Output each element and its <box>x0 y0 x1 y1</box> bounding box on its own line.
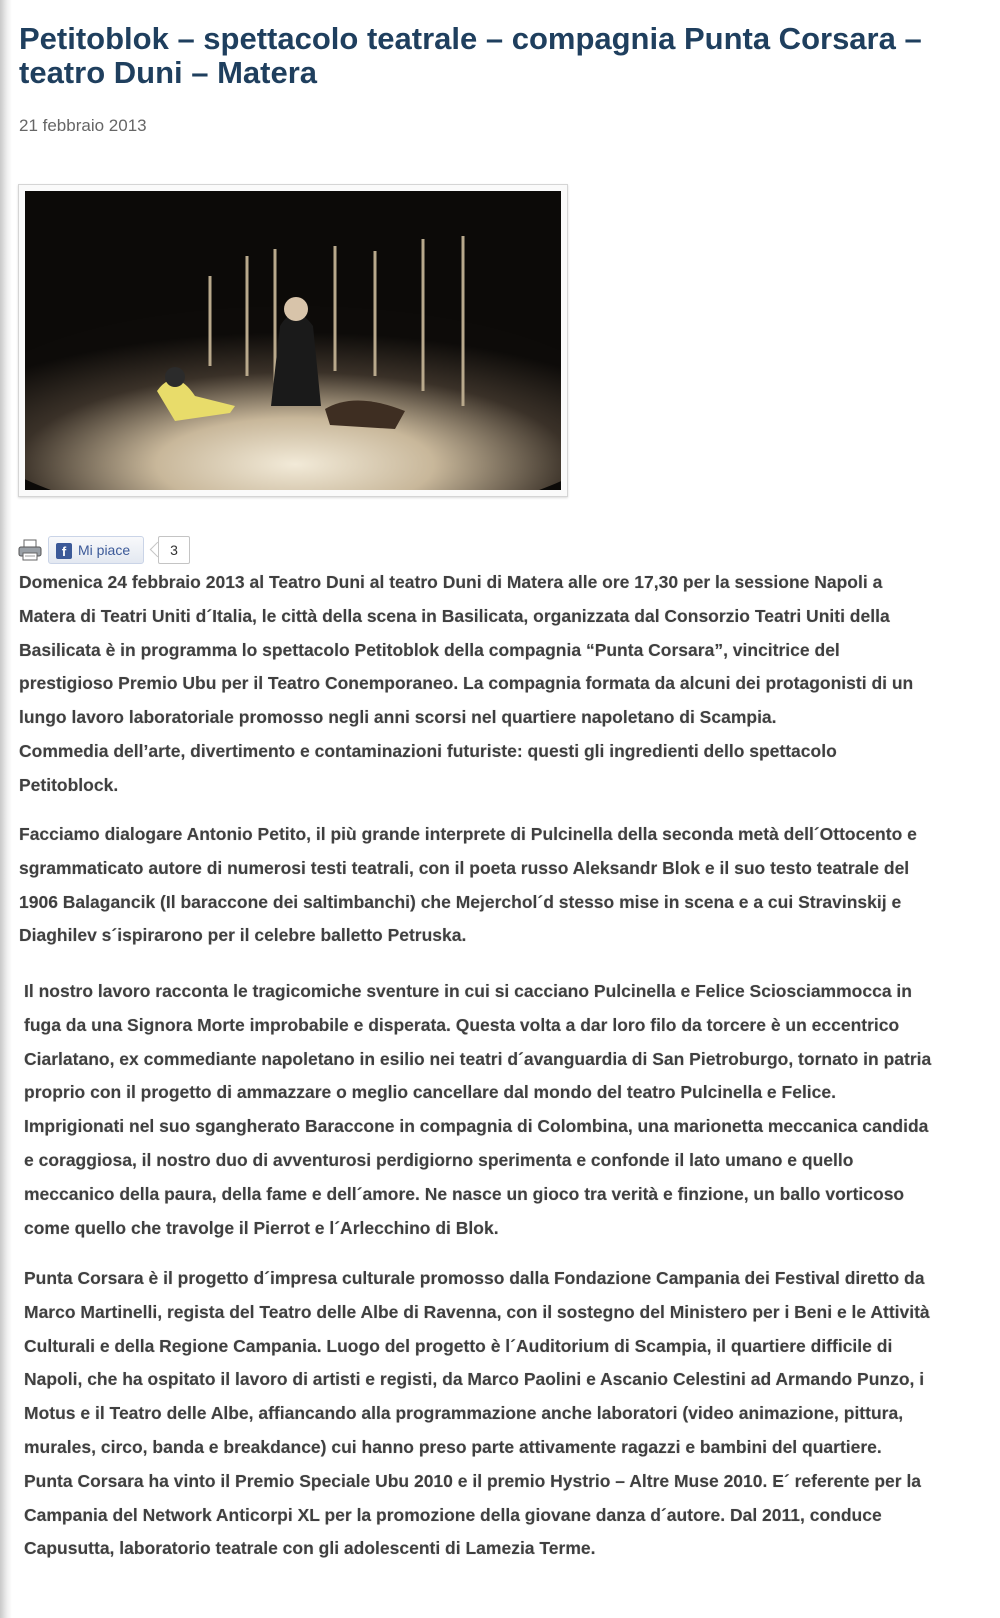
text-line: Diaghilev s´ispirarono per il celebre balletto Petruska. <box>19 925 467 946</box>
article-date: 21 febbraio 2013 <box>19 116 147 135</box>
text-line: lungo lavoro laboratoriale promosso negli anni scorsi nel quartiere napoletano di Scampia. <box>19 707 777 728</box>
text-line: Imprigionati nel suo sgangherato Baraccone in compagnia di Colombina, una marionetta meccanica candida <box>24 1116 929 1137</box>
text-line: Domenica 24 febbraio 2013 al Teatro Duni al teatro Duni di Matera alle ore 17,30 per la sessione Napoli a <box>19 572 883 592</box>
article-photo[interactable] <box>18 184 568 497</box>
text-line: Culturali e della Regione Campania. Luogo del progetto è l´Auditorium di Scampia, il quartiere difficile di <box>24 1335 893 1356</box>
text-line: Napoli, che ha ospitato il lavoro di artisti e registi, da Marco Paolini e Ascanio Celestini ad Armando Punzo, i <box>24 1369 925 1390</box>
text-line: Petitoblock. <box>19 774 119 795</box>
page-left-shadow <box>0 0 12 1618</box>
text-line: Facciamo dialogare Antonio Petito, il più grande interprete di Pulcinella della seconda metà dell´Ottocento e <box>19 824 917 844</box>
text-line: prestigioso Premio Ubu per il Teatro Conemporaneo. La compagnia formata da alcuni dei protagonisti di un <box>19 673 914 694</box>
text-line: sgrammaticato autore di numerosi testi teatrali, con il poeta russo Aleksandr Blok e il suo testo teatrale del <box>19 857 910 878</box>
text-line: fuga da una Signora Morte improbabile e disperata. Questa volta a dar loro filo da torcere è un eccentrico <box>24 1014 900 1035</box>
text-line: e coraggiosa, il nostro duo di avventurosi perdigiorno sperimenta e confonde il lato umano e quello <box>24 1149 854 1170</box>
text-line: Capusutta, laboratorio teatrale con gli adolescenti di Lamezia Terme. <box>24 1538 596 1559</box>
article-paragraph-3 <box>24 975 974 1245</box>
text-line: Il nostro lavoro racconta le tragicomiche sventure in cui si cacciano Pulcinella e Felice Sciosciammocca in <box>24 981 912 1001</box>
facebook-icon: f <box>56 543 72 559</box>
text-line: 1906 Balagancik (Il baraccone dei saltimbanchi) che Mejerchol´d stesso mise in scena e a cui Stravinskij e <box>19 891 902 912</box>
text-line: Punta Corsara ha vinto il Premio Speciale Ubu 2010 e il premio Hystrio – Altre Muse 2010. E´ referente per la <box>24 1470 922 1491</box>
text-line: Motus e il Teatro delle Albe, affiancando alla programmazione anche laboratori (video animazione, pittura, <box>24 1403 904 1424</box>
article-paragraph-2 <box>19 818 969 953</box>
article-paragraph-1 <box>19 566 969 803</box>
article-title: Petitoblok – spettacolo teatrale – compagnia Punta Corsara – teatro Duni – Matera <box>19 21 922 90</box>
stage-photo-image <box>25 191 561 490</box>
text-line: Ciarlatano, ex commediante napoletano in esilio nei teatri d´avanguardia di San Pietroburgo, tornato in patria <box>24 1048 932 1069</box>
text-line: come quello che travolge il Pierrot e l´Arlecchino di Blok. <box>24 1217 499 1238</box>
text-line: murales, circo, banda e breakdance) cui hanno preso parte attivamente ragazzi e bambini del quartiere. <box>24 1436 882 1457</box>
printer-icon[interactable] <box>18 539 42 561</box>
text-line: Matera di Teatri Uniti d´Italia, le città della scena in Basilicata, organizzata dal Consorzio Teatri Uniti della <box>19 605 890 626</box>
text-line: Commedia dell’arte, divertimento e contaminazioni futuriste: questi gli ingredienti dello spettacolo <box>19 740 837 761</box>
text-line: Marco Martinelli, regista del Teatro delle Albe di Ravenna, con il sostegno del Ministero per i Beni e le Attività <box>24 1301 930 1322</box>
text-line: meccanico della paura, della fame e dell´amore. Ne nasce un gioco tra verità e finzione, un ballo vorticoso <box>24 1183 905 1204</box>
text-line: Campania del Network Anticorpi XL per la promozione della giovane danza d´autore. Dal 2011, conduce <box>24 1504 882 1525</box>
text-line: Punta Corsara è il progetto d´impresa culturale promosso dalla Fondazione Campania dei Festival diretto da <box>24 1268 925 1288</box>
facebook-like-button[interactable] <box>48 536 144 564</box>
article-paragraph-4 <box>24 1262 974 1566</box>
text-line: proprio con il progetto di ammazzare o meglio cancellare dal mondo del teatro Pulcinella e Felice. <box>24 1082 836 1103</box>
like-count: 3 <box>158 536 190 564</box>
like-label: Mi piace <box>78 542 131 558</box>
text-line: Basilicata è in programma lo spettacolo Petitoblok della compagnia “Punta Corsara”, vincitrice del <box>19 639 840 660</box>
